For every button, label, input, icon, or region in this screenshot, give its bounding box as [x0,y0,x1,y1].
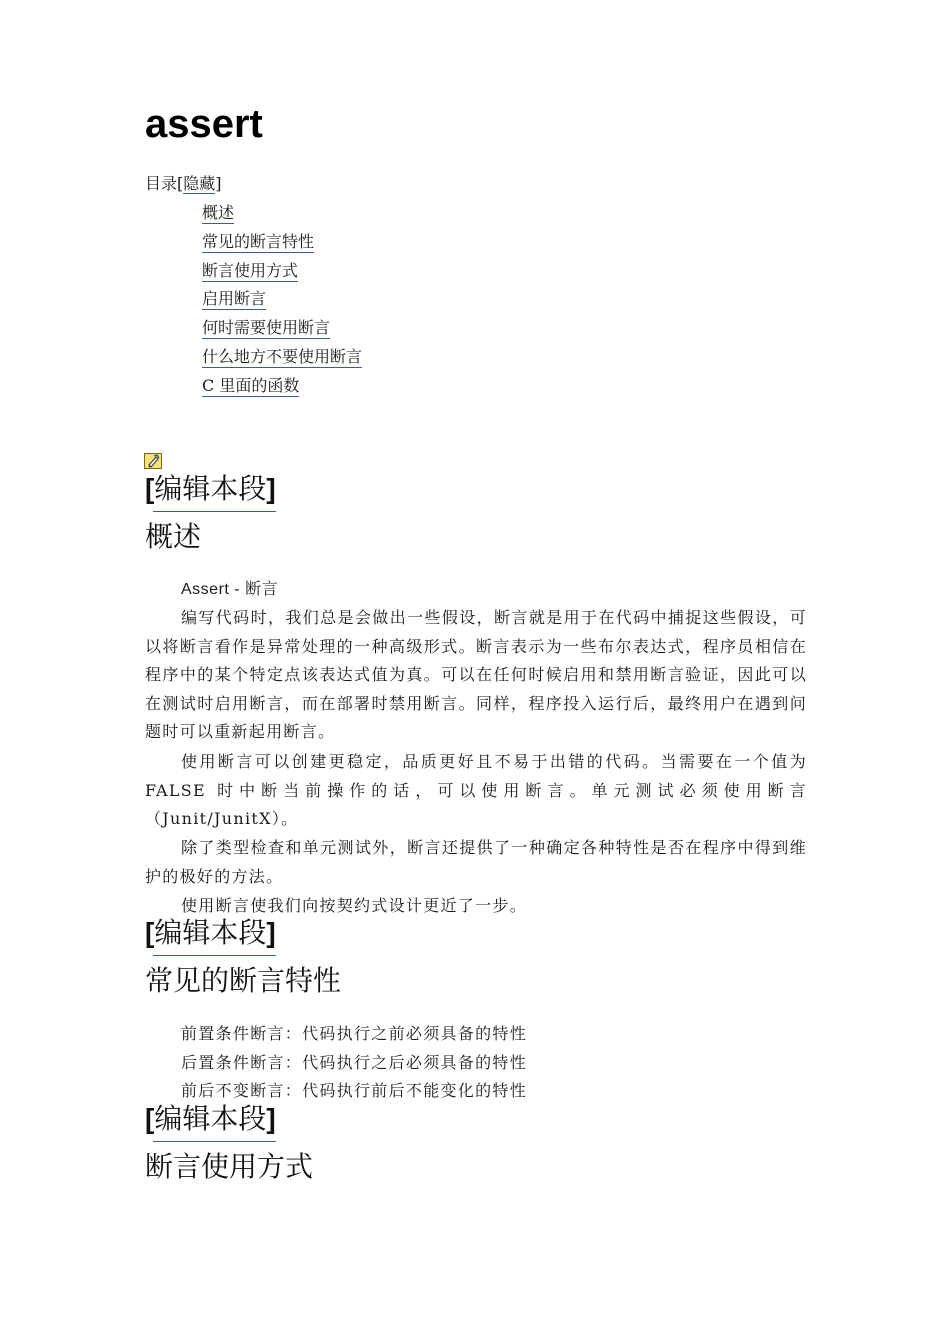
toc-link-c-functions[interactable]: C 里面的函数 [202,375,300,395]
toc-bracket-open: [ [177,174,184,193]
overview-paragraph-4: 使用断言使我们向按契约式设计更近了一步。 [181,896,528,915]
edit-bracket-open: [ [145,917,155,948]
list-item: 前后不变断言：代码执行前后不能变化的特性 [181,1081,528,1101]
edit-pencil-icon[interactable] [144,453,162,469]
toc-link-enable[interactable]: 启用断言 [202,289,267,309]
edit-bracket-close: ] [266,917,276,948]
edit-section-label: 编辑本段 [154,916,267,949]
toc-item [202,200,362,229]
toc-hide-link[interactable]: 隐藏 [183,174,216,193]
edit-bracket-open: [ [145,1103,155,1134]
section-heading-usage: 断言使用方式 [145,1150,314,1183]
edit-section-link[interactable] [145,916,276,950]
toc-link-usage[interactable]: 断言使用方式 [202,260,299,280]
section-heading-common-features: 常见的断言特性 [145,964,342,997]
list-item: 前置条件断言：代码执行之前必须具备的特性 [181,1024,528,1043]
edit-link-underline [153,1141,276,1142]
edit-section-link[interactable] [145,1102,276,1136]
overview-paragraph-1: 编写代码时，我们总是会做出一些假设，断言就是用于在代码中捕捉这些假设，可以将断言看作是异常处理的一种高级形式。断言表示为一些布尔表达式，程序员相信在程序中的某个特定点该表达式值为真。可以在任何时候启用和禁用断言验证，因此可以在测试时启用断言，而在部署时禁用断言。同样，程序投入运行后，最终用户在遇到问题时可以重新起用断言。 [145,608,807,742]
features-list [181,1020,527,1106]
overview-paragraph-2: 使用断言可以创建更稳定，品质更好且不易于出错的代码。当需要在一个值为 FALSE 时中断当前操作的话，可以使用断言。单元测试必须使用断言（Junit/JunitX）。 [145,752,807,829]
page-title: assert [145,102,263,146]
edit-bracket-open: [ [145,473,155,504]
edit-bracket-close: ] [266,473,276,504]
edit-link-underline [153,955,276,956]
edit-bracket-close: ] [266,1103,276,1134]
assert-subtitle: Assert - 断言 [181,581,279,598]
edit-section-label: 编辑本段 [154,472,267,505]
toc-item [202,373,362,402]
section-heading-overview: 概述 [145,520,202,553]
toc-header [145,172,222,196]
toc-link-common-features[interactable]: 常见的断言特性 [202,231,315,251]
overview-paragraph-3: 除了类型检查和单元测试外，断言还提供了一种确定各种特性是否在程序中得到维护的极好的方法。 [145,838,807,886]
toc-item [202,229,362,258]
list-item: 后置条件断言：代码执行之后必须具备的特性 [181,1052,528,1072]
edit-section-link[interactable] [145,472,276,506]
edit-link-underline [153,511,276,512]
toc-label: 目录 [145,174,178,193]
toc-item [202,315,362,344]
toc-link-when-to-use[interactable]: 何时需要使用断言 [202,318,331,338]
toc-item [202,286,362,315]
toc-link-where-not-to-use[interactable]: 什么地方不要使用断言 [202,346,363,366]
toc-bracket-close: ] [215,174,222,193]
toc-link-overview[interactable]: 概述 [202,203,235,222]
edit-section-label: 编辑本段 [154,1102,267,1135]
toc-list [202,200,362,402]
toc-item [202,344,362,373]
toc-item [202,258,362,287]
